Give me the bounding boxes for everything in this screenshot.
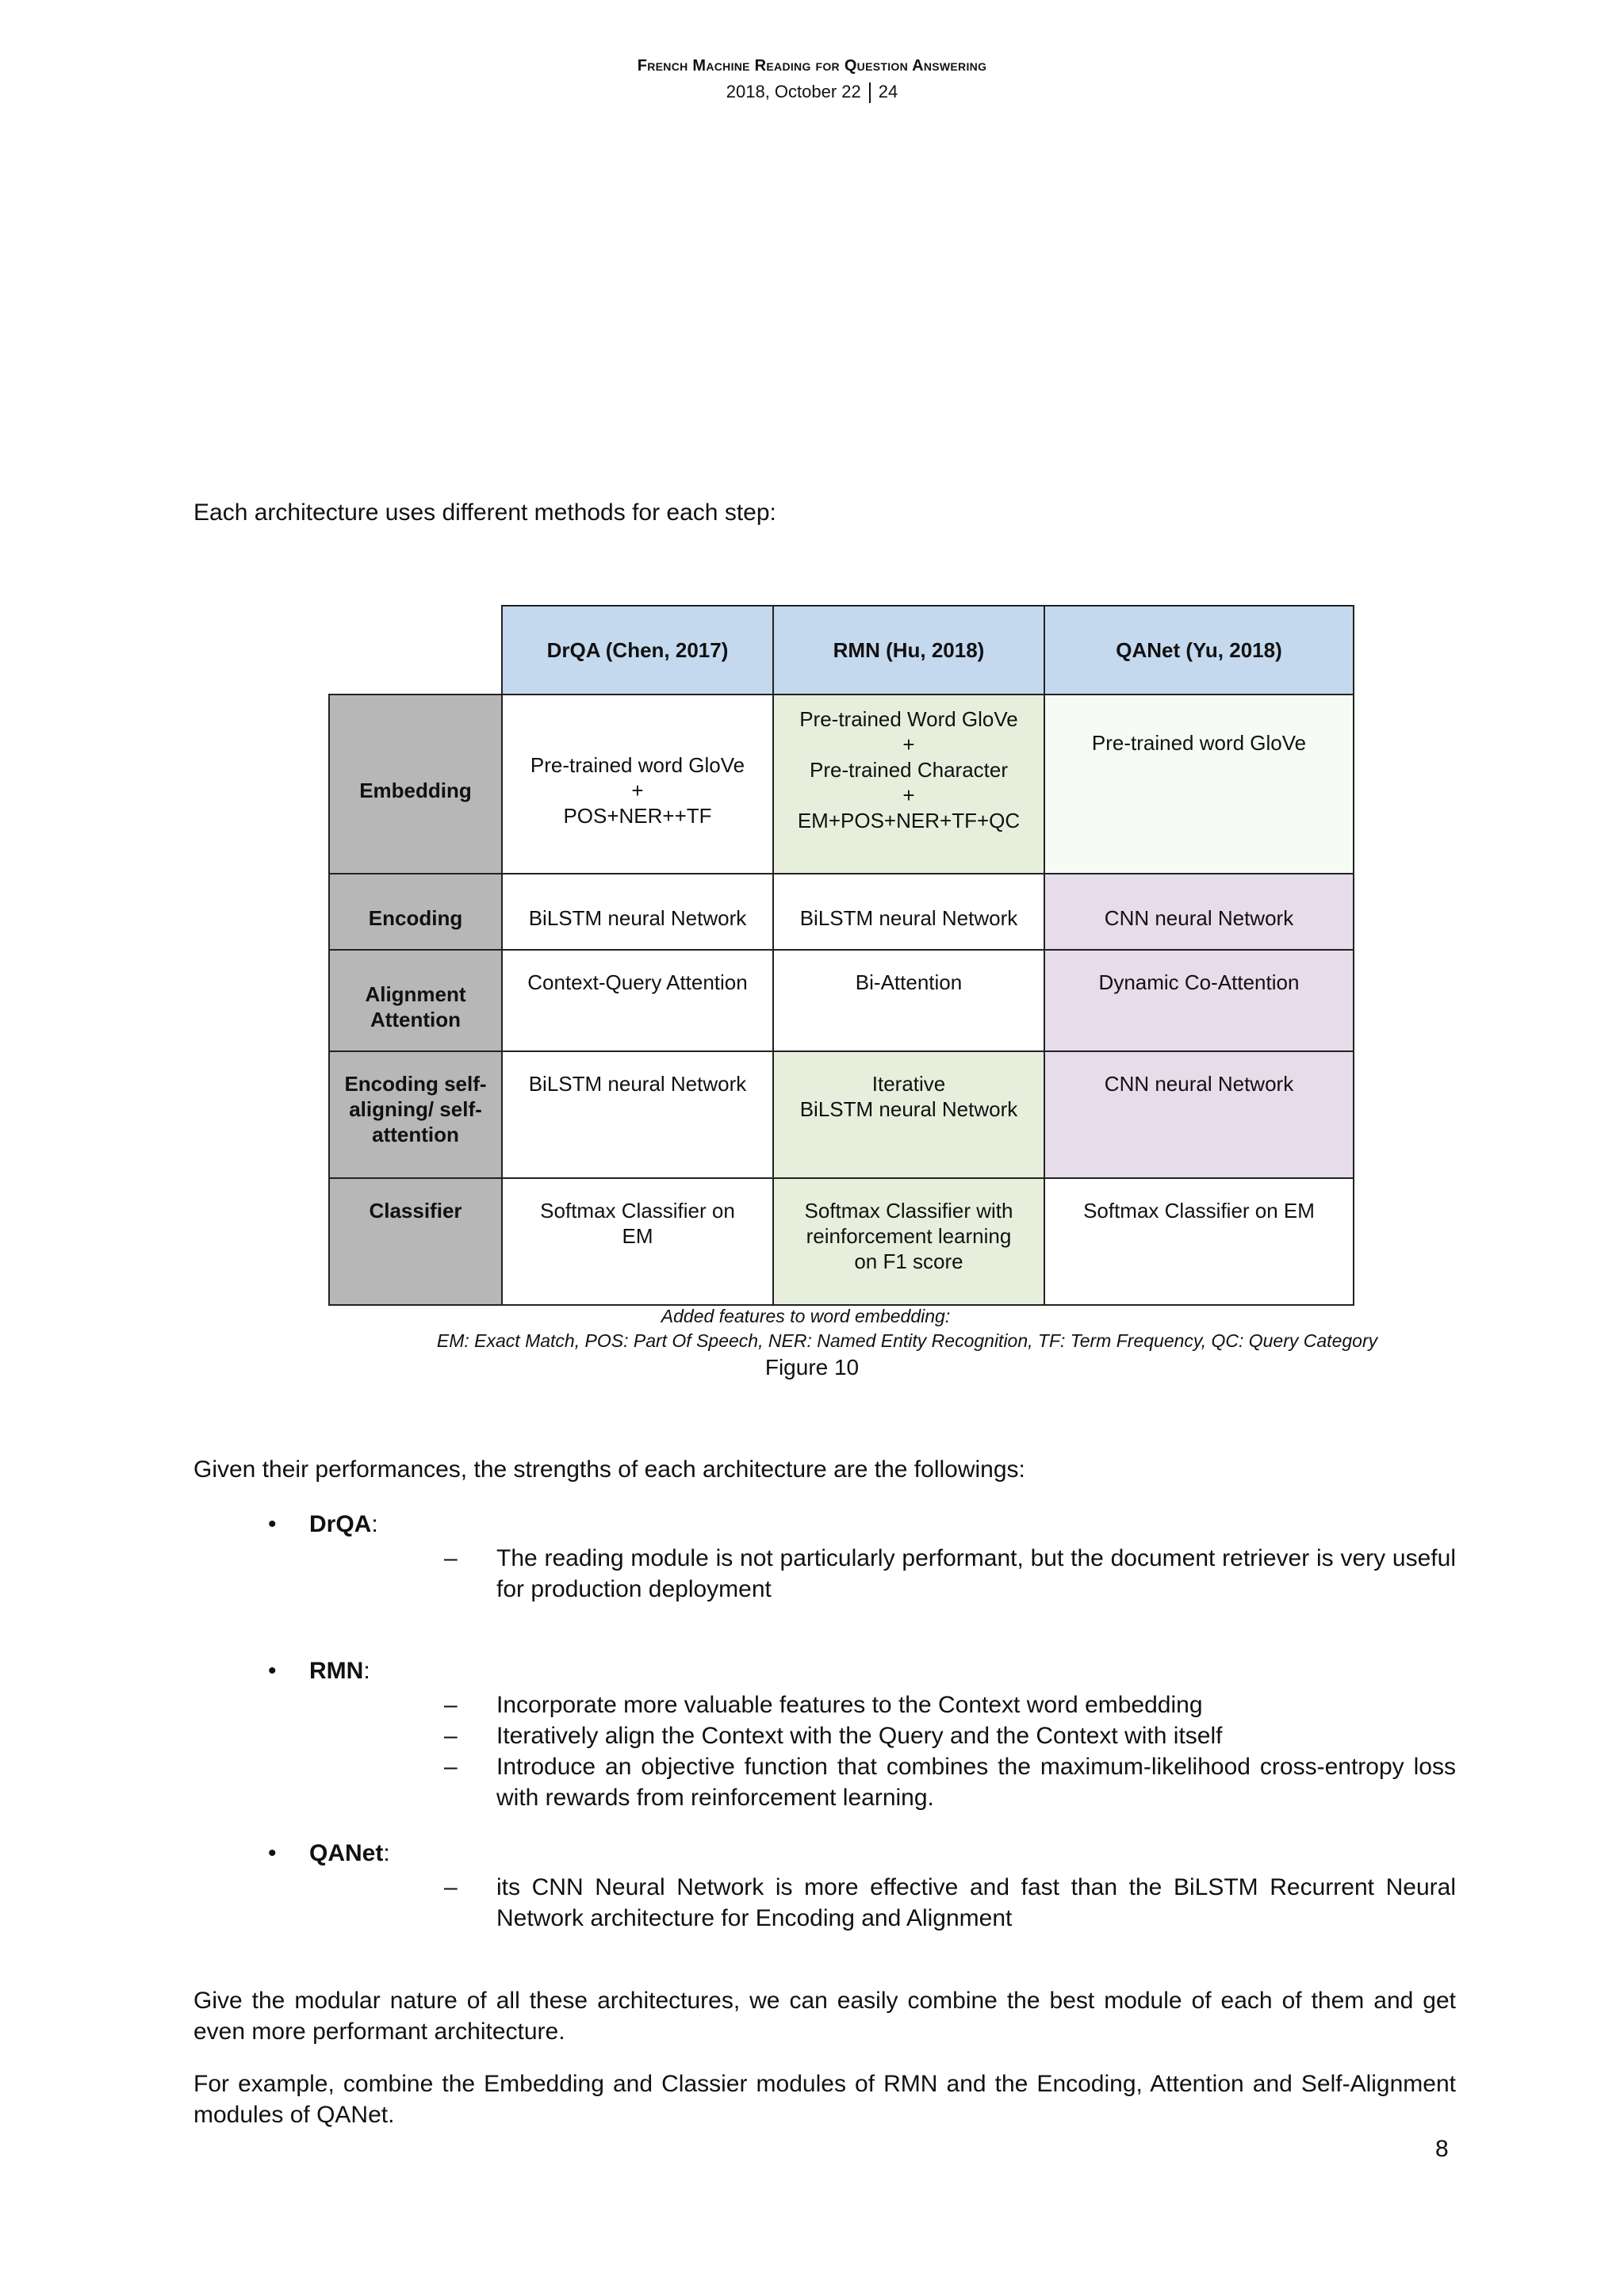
strengths-intro: Given their performances, the strengths of each architecture are the followings: (193, 1456, 1025, 1483)
cell-line: POS+NER++TF (563, 804, 712, 828)
column-header-qanet: QANet (Yu, 2018) (1044, 606, 1354, 695)
document-title: French Machine Reading for Question Answering (637, 57, 987, 75)
cell-drqa-alignment (502, 950, 773, 1051)
cell-line: EM (622, 1224, 653, 1248)
list-item (444, 1720, 1456, 1751)
header-meta (0, 82, 1624, 103)
cell-line: BiLSTM neural Network (528, 906, 747, 930)
cell-line: BiLSTM neural Network (528, 1072, 747, 1096)
cell-rmn-self-attention (773, 1051, 1044, 1178)
bullet-label (309, 1511, 378, 1538)
cell-line: EM+POS+NER+TF+QC (797, 809, 1021, 832)
list-item (444, 1872, 1456, 1934)
list-item (444, 1751, 1456, 1813)
list-item-text: Introduce an objective function that combines the maximum-likelihood cross-entropy loss with rewards from reinforcement learning. (496, 1754, 1456, 1811)
list-item (444, 1543, 1456, 1605)
list-item (444, 1689, 1456, 1720)
row-label-encoding: Encoding (329, 874, 502, 950)
cell-line: BiLSTM neural Network (799, 906, 1018, 930)
example-paragraph: For example, combine the Embedding and Classier modules of RMN and the Encoding, Attention and Self-Alignment modules of QANet. (193, 2071, 1456, 2128)
cell-line: Softmax Classifier on EM (1083, 1199, 1315, 1223)
cell-qanet-encoding (1044, 874, 1354, 950)
cell-qanet-self-attention (1044, 1051, 1354, 1178)
bullet-label (309, 1840, 390, 1867)
header-separator (869, 82, 871, 103)
table-corner (329, 606, 502, 695)
bullet-colon: : (383, 1840, 390, 1866)
caption-line-2: EM: Exact Match, POS: Part Of Speech, NER: Named Entity Recognition, TF: Term Frequency, QC: Query Category (436, 1330, 1378, 1351)
cell-rmn-alignment (773, 950, 1044, 1051)
cell-qanet-alignment (1044, 950, 1354, 1051)
cell-line: reinforcement learning (806, 1224, 1012, 1248)
cell-line: Pre-trained Character (810, 758, 1008, 782)
cell-line: Softmax Classifier with (804, 1199, 1013, 1223)
bullet-colon: : (363, 1658, 370, 1684)
bullet-name: DrQA (309, 1511, 372, 1537)
list-item-text: Iteratively align the Context with the Query and the Context with itself (496, 1723, 1223, 1749)
list-item-text: Incorporate more valuable features to the Context word embedding (496, 1692, 1203, 1718)
dash-icon: – (444, 1723, 458, 1749)
cell-line: CNN neural Network (1104, 906, 1294, 930)
page-number: 8 (1435, 2136, 1449, 2162)
cell-line: Pre-trained Word GloVe (799, 707, 1018, 731)
row-label-alignment-attention: Alignment Attention (329, 950, 502, 1051)
figure-caption (0, 1304, 1624, 1380)
row-label-classifier: Classifier (329, 1178, 502, 1305)
bullet-icon: • (268, 1840, 277, 1866)
intro-paragraph: Each architecture uses different methods for each step: (193, 499, 776, 526)
header-page-ref: 24 (878, 82, 898, 101)
table-row (329, 874, 1354, 950)
cell-line: + (902, 733, 915, 756)
caption-line-1: Added features to word embedding: (661, 1306, 951, 1326)
table-row (329, 1051, 1354, 1178)
cell-qanet-embedding (1044, 695, 1354, 874)
cell-line: BiLSTM neural Network (799, 1097, 1018, 1121)
cell-drqa-embedding (502, 695, 773, 874)
table-row (329, 950, 1354, 1051)
bullet-label (309, 1658, 370, 1685)
cell-line: Dynamic Co-Attention (1098, 970, 1300, 994)
bullet-name: RMN (309, 1658, 364, 1684)
figure-label: Figure 10 (764, 1355, 860, 1380)
cell-line: + (631, 779, 644, 802)
cell-line: Pre-trained word GloVe (1091, 731, 1307, 755)
dash-icon: – (444, 1692, 458, 1718)
cell-rmn-encoding (773, 874, 1044, 950)
cell-rmn-embedding (773, 695, 1044, 874)
cell-line: Iterative (871, 1072, 946, 1096)
bullet-icon: • (268, 1511, 277, 1537)
list-item-text: The reading module is not particularly performant, but the document retriever is very useful for production deployment (496, 1545, 1456, 1602)
cell-drqa-encoding (502, 874, 773, 950)
table-row (329, 695, 1354, 874)
cell-line: Context-Query Attention (527, 970, 748, 994)
qanet-points (444, 1872, 1456, 1934)
cell-rmn-classifier (773, 1178, 1044, 1305)
dash-icon: – (444, 1754, 458, 1780)
running-header (0, 57, 1624, 103)
dash-icon: – (444, 1545, 458, 1571)
list-item-text: its CNN Neural Network is more effective and fast than the BiLSTM Recurrent Neural Network architecture for Encoding and Alignment (496, 1874, 1456, 1931)
conclusion-paragraph: Give the modular nature of all these architectures, we can easily combine the best module of each of them and get even more performant architecture. (193, 1988, 1456, 2045)
cell-qanet-classifier (1044, 1178, 1354, 1305)
drqa-points (444, 1543, 1456, 1605)
bullet-icon: • (268, 1658, 277, 1684)
cell-line: on F1 score (854, 1249, 963, 1273)
cell-line: + (902, 783, 915, 807)
column-header-rmn: RMN (Hu, 2018) (773, 606, 1044, 695)
header-date: 2018, October 22 (726, 82, 861, 101)
row-label-embedding: Embedding (329, 695, 502, 874)
rmn-points (444, 1689, 1456, 1813)
cell-drqa-classifier (502, 1178, 773, 1305)
bullet-colon: : (371, 1511, 378, 1537)
cell-line: Pre-trained word GloVe (530, 753, 745, 777)
row-label-self-attention: Encoding self-aligning/ self-attention (329, 1051, 502, 1178)
architecture-comparison-table (328, 605, 1354, 1306)
bullet-name: QANet (309, 1840, 384, 1866)
cell-drqa-self-attention (502, 1051, 773, 1178)
column-header-drqa: DrQA (Chen, 2017) (502, 606, 773, 695)
cell-line: CNN neural Network (1104, 1072, 1294, 1096)
dash-icon: – (444, 1874, 458, 1900)
cell-line: Softmax Classifier on (540, 1199, 735, 1223)
table-row (329, 1178, 1354, 1305)
cell-line: Bi-Attention (855, 970, 963, 994)
